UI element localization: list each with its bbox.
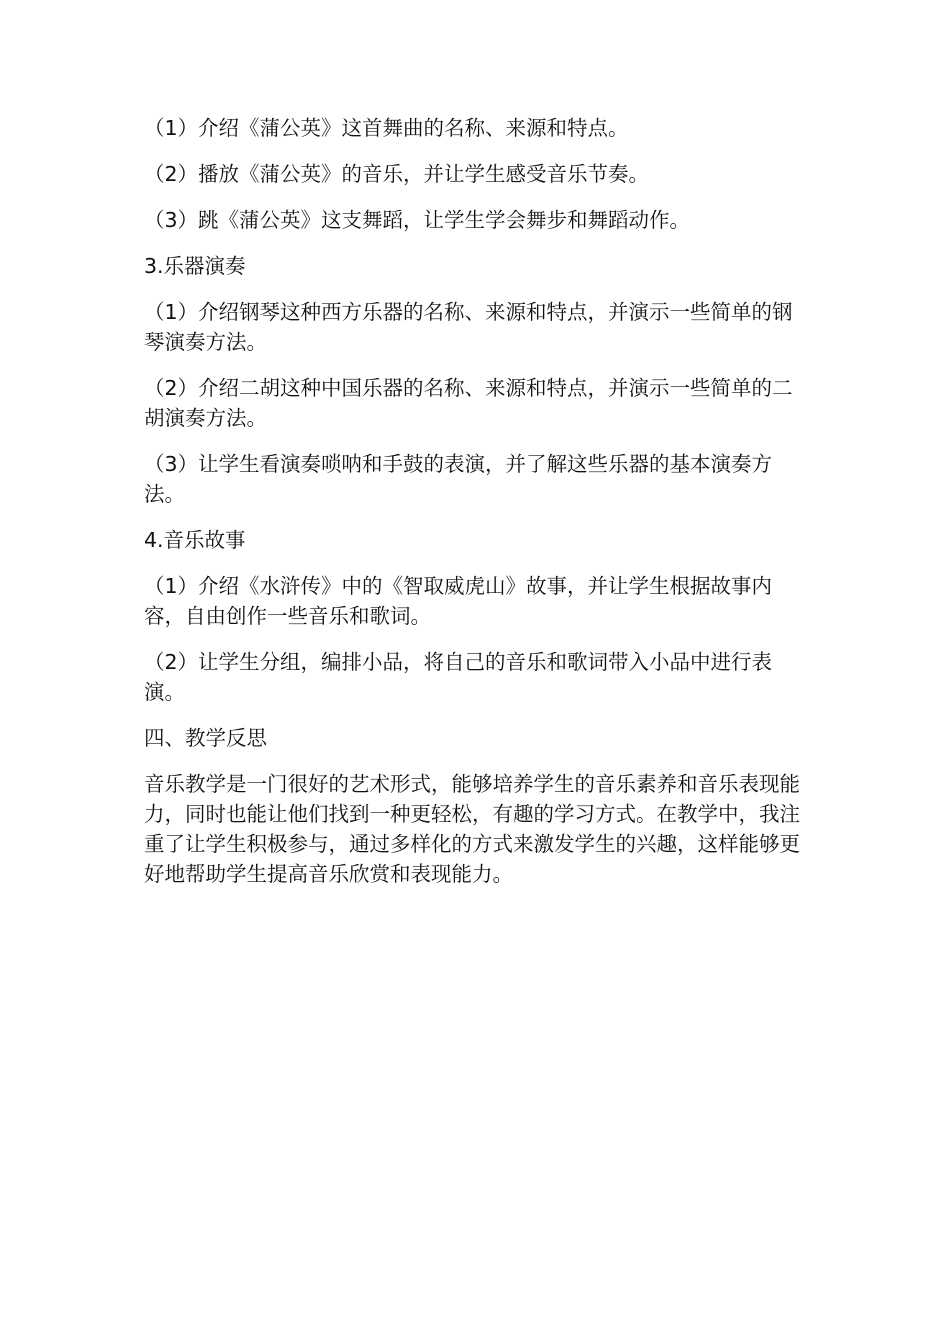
paragraph-story-intro: （1）介绍《水浒传》中的《智取威虎山》故事，并让学生根据故事内容，自由创作一些音乐和歌词。 [144,574,773,628]
paragraph-suona-drum: （3）让学生看演奏唢呐和手鼓的表演，并了解这些乐器的基本演奏方法。 [144,452,773,506]
paragraph-story-skit: （2）让学生分组，编排小品，将自己的音乐和歌词带入小品中进行表演。 [144,650,773,704]
document-body [144,113,809,905]
paragraph-erhu: （2）介绍二胡这种中国乐器的名称、来源和特点，并演示一些简单的二胡演奏方法。 [144,376,793,430]
section-heading-instruments: 3.乐器演奏 [144,254,246,278]
paragraph-piano: （1）介绍钢琴这种西方乐器的名称、来源和特点，并演示一些简单的钢琴演奏方法。 [144,300,793,354]
paragraph-dandelion-dance: （3）跳《蒲公英》这支舞蹈，让学生学会舞步和舞蹈动作。 [144,208,691,232]
paragraph-dandelion-intro: （1）介绍《蒲公英》这首舞曲的名称、来源和特点。 [144,116,629,140]
section-heading-music-story: 4.音乐故事 [144,528,246,552]
paragraph-dandelion-music: （2）播放《蒲公英》的音乐，并让学生感受音乐节奏。 [144,162,650,186]
paragraph-reflection: 音乐教学是一门很好的艺术形式，能够培养学生的音乐素养和音乐表现能力，同时也能让他们找到一种更轻松，有趣的学习方式。在教学中，我注重了让学生积极参与，通过多样化的方式来激发学生的兴趣，这样能够更好地帮助学生提高音乐欣赏和表现能力。 [144,772,800,886]
section-heading-reflection: 四、教学反思 [144,726,267,750]
